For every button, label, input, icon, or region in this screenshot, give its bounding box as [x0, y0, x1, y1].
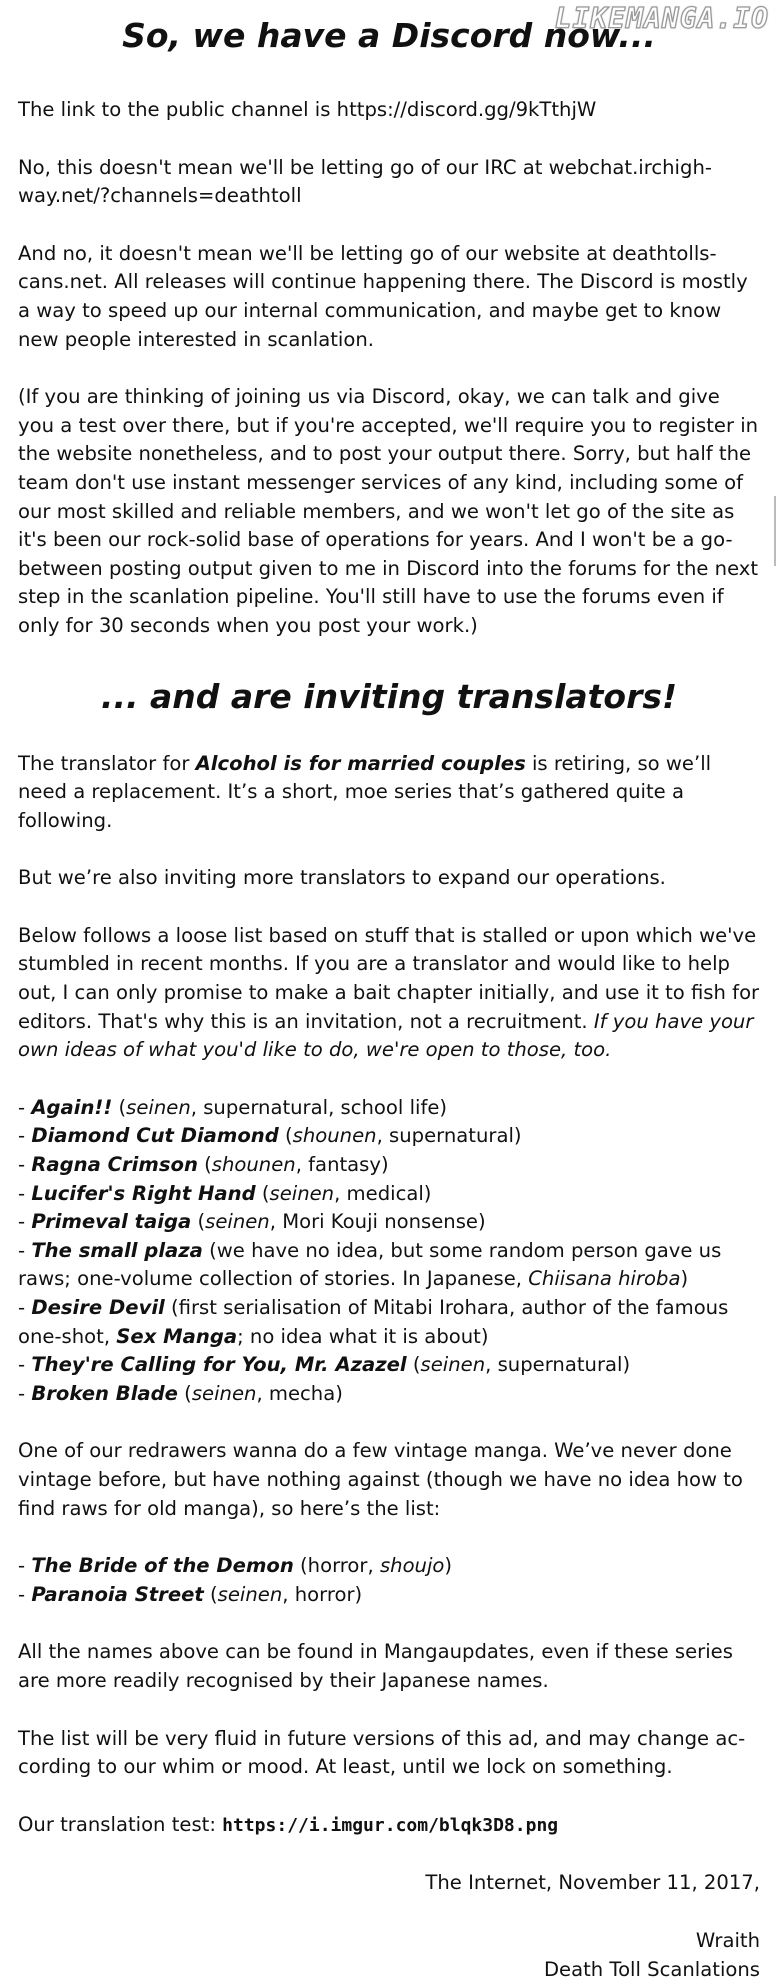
list-item: - The small plaza (we have no idea, but some random person gave us raws; one-volume collection of stories. In Japanese, Chiisana hiroba) — [18, 1237, 760, 1294]
translation-test-link[interactable]: https://i.imgur.com/blqk3D8.png — [222, 1815, 558, 1836]
signature-name: Wraith — [18, 1927, 760, 1956]
paragraph-irc: No, this doesn't mean we'll be letting go of our IRC at webchat.irchigh-way.net/?channels=deathtoll — [18, 154, 760, 211]
paragraph-translation-test: Our translation test: https://i.imgur.com/blqk3D8.png — [18, 1811, 760, 1841]
page-title: So, we have a Discord now... — [18, 0, 760, 60]
paragraph-website: And no, it doesn't mean we'll be letting go of our website at deathtolls-cans.net. All releases will continue happening there. The Discord is mostly a way to speed up our internal communication, and maybe get to know new people interested in scanlation. — [18, 240, 760, 354]
signature-block — [18, 1927, 760, 1984]
paragraph-vintage: One of our redrawers wanna do a few vintage manga. We’ve never done vintage before, but have nothing against (though we have no idea how to find raws for old manga), so here’s the list: — [18, 1437, 760, 1523]
watermark: LIKEMANGA.IO — [555, 2, 769, 35]
paragraph-fluid: The list will be very fluid in future versions of this ad, and may change ac-cording to our whim or mood. At least, until we lock on something. — [18, 1725, 760, 1782]
vintage-list — [18, 1552, 760, 1609]
list-item: - Desire Devil (first serialisation of Mitabi Irohara, author of the famous one-shot, Sex Manga; no idea what it is about) — [18, 1294, 760, 1351]
list-item: - Paranoia Street (seinen, horror) — [18, 1581, 760, 1610]
list-item: - Primeval taiga (seinen, Mori Kouji nonsense) — [18, 1208, 760, 1237]
paragraph-expand: But we’re also inviting more translators to expand our operations. — [18, 864, 760, 893]
list-item: - They're Calling for You, Mr. Azazel (seinen, supernatural) — [18, 1351, 760, 1380]
paragraph-retiring: The translator for Alcohol is for married couples is retiring, so we’ll need a replacement. It’s a short, moe series that’s gathered quite a following. — [18, 750, 760, 836]
paragraph-discord-link: The link to the public channel is https://discord.gg/9kTthjW — [18, 96, 760, 125]
series-list — [18, 1094, 760, 1409]
list-item: - Broken Blade (seinen, mecha) — [18, 1380, 760, 1409]
list-item: - Ragna Crimson (shounen, fantasy) — [18, 1151, 760, 1180]
list-item: - Diamond Cut Diamond (shounen, supernatural) — [18, 1122, 760, 1151]
list-item: - The Bride of the Demon (horror, shoujo) — [18, 1552, 760, 1581]
group-name: Death Toll Scanlations — [18, 1956, 760, 1984]
series-title: Alcohol is for married couples — [196, 752, 526, 775]
list-item: - Lucifer's Right Hand (seinen, medical) — [18, 1180, 760, 1209]
dateline: The Internet, November 11, 2017, — [18, 1869, 760, 1898]
paragraph-mangaupdates: All the names above can be found in Mangaupdates, even if these series are more readily recognised by their Japanese names. — [18, 1638, 760, 1695]
list-item: - Again!! (seinen, supernatural, school life) — [18, 1094, 760, 1123]
document — [18, 0, 760, 1984]
paragraph-joining: (If you are thinking of joining us via Discord, okay, we can talk and give you a test over there, but if you're accepted, we'll require you to register in the website nonetheless, and to post your output there. Sorry, but half the team don't use instant messenger services of any kind, including some of our most skilled and reliable members, and we won't let go of the site as it's been our rock-solid base of operations for years. And I won't be a go-between posting output given to me in Discord into the forums for the next step in the scanlation pipeline. You'll still have to use the forums even if only for 30 seconds when you post your work.) — [18, 383, 760, 640]
paragraph-loose-list: Below follows a loose list based on stuff that is stalled or upon which we've stumbled in recent months. If you are a translator and would like to help out, I can only promise to make a bait chapter initially, and use it to fish for editors. That's why this is an invitation, not a recruitment. If you have your own ideas of what you'd like to do, we're open to those, too. — [18, 922, 760, 1065]
section-heading-translators: ... and are inviting translators! — [18, 677, 760, 716]
edge-mark — [774, 496, 776, 566]
